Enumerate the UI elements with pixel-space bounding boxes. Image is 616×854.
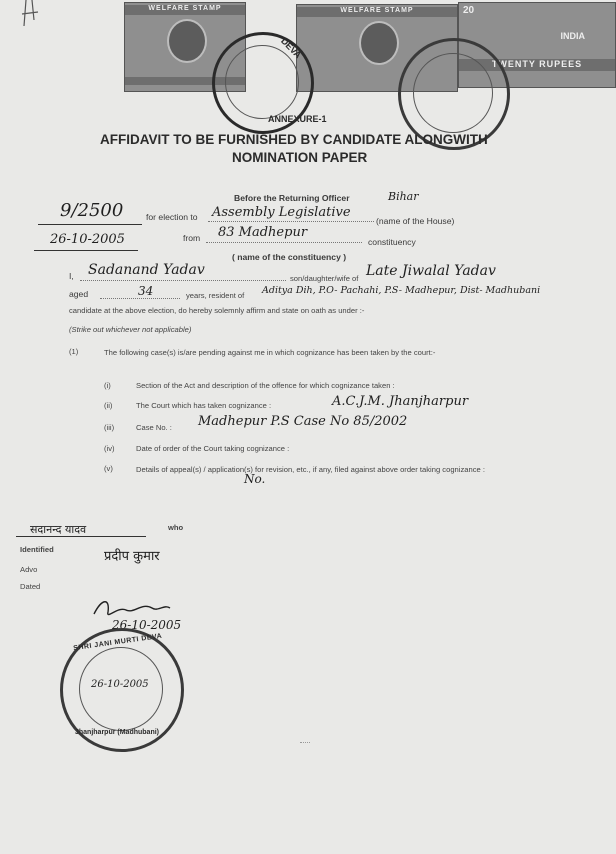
handwritten-house: Assembly Legislative — [212, 205, 351, 220]
bottom-seal — [60, 628, 184, 752]
son-of-label: son/daughter/wife of — [290, 274, 359, 283]
handwritten-state: Bihar — [388, 190, 419, 203]
dated-label: Dated — [20, 582, 41, 591]
handwritten-address: Aditya Dih, P.O- Pachahi, P.S- Madhepur, Dist- Madhubani — [262, 285, 541, 296]
sub-text-3: Case No. : — [136, 423, 172, 432]
sub-num-3: (iii) — [104, 423, 115, 432]
handwritten-age: 34 — [138, 284, 154, 298]
sub-text-5: Details of appeal(s) / application(s) for revision, etc., if any, filed against above order taking cognizance : — [136, 465, 485, 474]
hindi-signature-line1: सदानन्द यादव — [30, 523, 87, 536]
sub-num-4: (iv) — [104, 444, 115, 453]
identified-label: Identified — [20, 545, 54, 554]
item-text: The following case(s) is/are pending against me in which cognizance has been taken by the court:- — [104, 348, 436, 357]
margin-scribble — [20, 0, 42, 28]
name-of-house-label: (name of the House) — [376, 216, 455, 226]
handwritten-appeal: No. — [244, 472, 266, 486]
sub-text-1: Section of the Act and description of the offence for which cognizance taken : — [136, 381, 395, 390]
page-subtitle: NOMINATION PAPER — [232, 150, 368, 165]
before-returning-officer: Before the Returning Officer — [234, 193, 350, 203]
who-label: who — [168, 523, 184, 532]
constituency-label: constituency — [368, 237, 416, 247]
sub-num-5: (v) — [104, 464, 113, 473]
stamp-emblem-icon — [359, 21, 399, 65]
from-label: from — [183, 233, 201, 243]
welfare-stamp-2: WELFARE STAMP — [296, 4, 458, 92]
handwritten-date: 26-10-2005 — [50, 232, 125, 247]
top-seal-1: DEVA — [212, 32, 314, 134]
revenue-stamp-20: 20 INDIA TWENTY RUPEES — [458, 2, 616, 88]
seal-bottom-text: Jhanjharpur (Madhubani) — [75, 729, 159, 736]
sub-num-1: (i) — [104, 381, 111, 390]
stamp-emblem-icon — [167, 19, 207, 63]
handwritten-court: A.C.J.M. Jhanjharpur — [332, 394, 469, 409]
handwritten-father-name: Late Jiwalal Yadav — [366, 263, 496, 279]
handwritten-case-no: Madhepur P.S Case No 85/2002 — [198, 414, 408, 429]
aged-label: aged — [69, 289, 89, 299]
sub-text-2: The Court which has taken cognizance : — [136, 401, 272, 410]
name-of-constituency-label: ( name of the constituency ) — [232, 252, 347, 262]
welfare-stamp-1: WELFARE STAMP — [124, 2, 246, 92]
date-underline — [34, 250, 138, 251]
years-resident-label: years, resident of — [186, 291, 245, 300]
annexure-label: ANNEXURE-1 — [268, 114, 327, 124]
handwritten-candidate-name: Sadanand Yadav — [88, 262, 205, 278]
handwritten-serial: 9/2500 — [60, 200, 124, 221]
scan-mark — [300, 742, 310, 747]
hindi-signature-line2: प्रदीप कुमार — [104, 549, 160, 564]
handwritten-constituency: 83 Madhepur — [218, 225, 308, 240]
for-election-label: for election to — [146, 212, 198, 222]
advocate-label: Advo — [20, 565, 38, 574]
candidate-affirm-line: candidate at the above election, do hereby solemnly affirm and state on oath as under :- — [69, 306, 365, 315]
sub-num-2: (ii) — [104, 401, 113, 410]
strike-out-note: (Strike out whichever not applicable) — [69, 325, 192, 334]
sub-text-4: Date of order of the Court taking cognizance : — [136, 444, 290, 453]
officer-signature-date: 26-10-2005 — [112, 618, 182, 632]
seal-ring-text: SHRI JANI MURTI DEVA — [72, 632, 163, 653]
seal-inner-date: 26-10-2005 — [91, 679, 149, 690]
item-number: (1) — [69, 347, 79, 356]
serial-underline — [38, 224, 142, 225]
page-title: AFFIDAVIT TO BE FURNISHED BY CANDIDATE ALONGWITH — [100, 132, 488, 147]
